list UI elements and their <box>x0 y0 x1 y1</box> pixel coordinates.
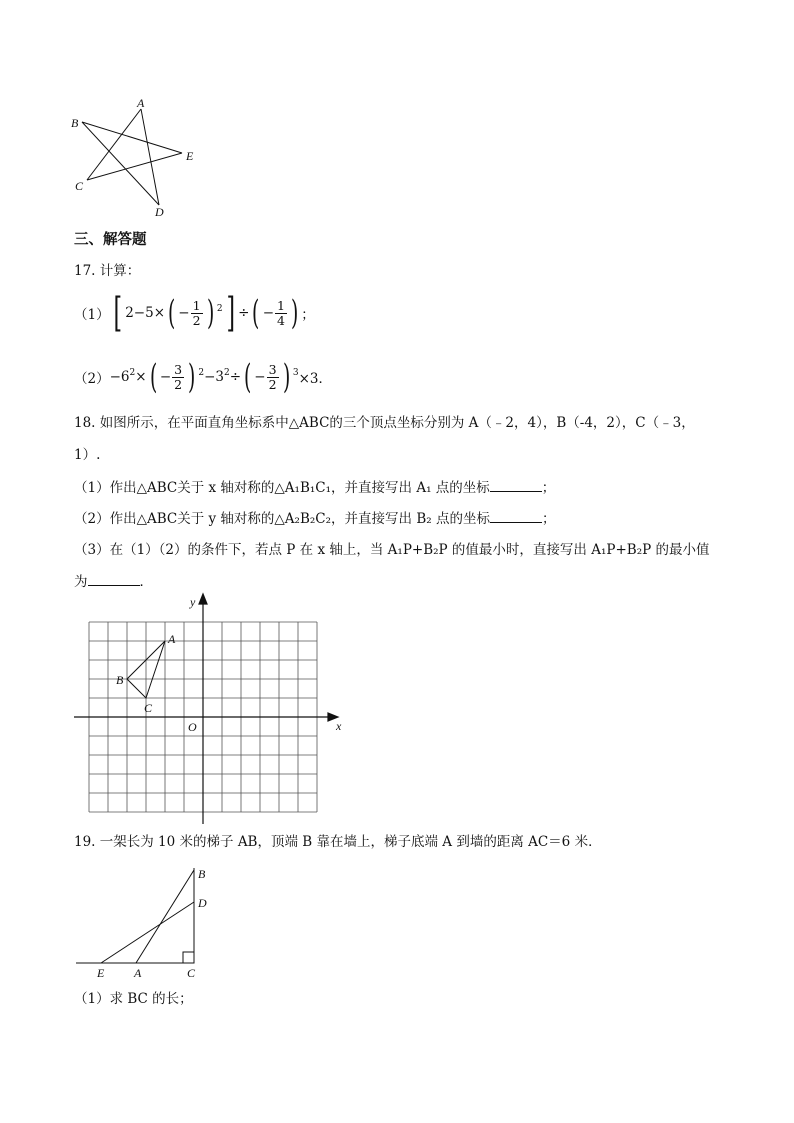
y-axis-arrow <box>199 594 207 604</box>
op: ÷ <box>238 305 250 321</box>
ladder-label-a: A <box>134 966 142 980</box>
star-figure <box>66 92 216 222</box>
answer-blank[interactable] <box>88 572 140 586</box>
star-line-ad <box>141 109 159 205</box>
num: ×3． <box>298 371 332 387</box>
q17-title: 17. 计算： <box>74 263 141 279</box>
q19-text: 19. 一架长为 10 米的梯子 AB，顶端 B 靠在墙上，梯子底端 A 到墙的距离 AC＝6 米． <box>74 834 602 850</box>
ladder-ab <box>136 870 194 963</box>
answer-blank[interactable] <box>490 478 542 492</box>
point-label-b: B <box>116 673 124 687</box>
right-bracket: ] <box>226 290 235 336</box>
op: − <box>254 369 266 385</box>
q18-part1-text: （1）作出△ABC关于 x 轴对称的△A₁B₁C₁，并直接写出 A₁ 点的坐标 <box>74 480 490 496</box>
punct: ； <box>541 480 556 496</box>
answer-blank[interactable] <box>490 509 542 523</box>
left-paren: ( <box>252 293 260 333</box>
left-paren: ( <box>244 357 252 397</box>
op: ÷ <box>229 369 242 385</box>
q18-line1: 18. 如图所示，在平面直角坐标系中△ABC的三个顶点坐标分别为 A（﹣2，4），B（-4，2），C（﹣3， <box>74 415 695 431</box>
star-label-b: B <box>71 116 79 130</box>
x-axis-label: x <box>336 719 342 733</box>
y-axis-label: y <box>190 595 196 609</box>
q19-part1: （1）求 BC 的长； <box>74 991 193 1007</box>
op: × <box>135 369 147 385</box>
star-label-d: D <box>155 205 164 219</box>
num: 5 <box>145 305 154 321</box>
right-paren: ) <box>290 293 299 333</box>
ladder-label-d: D <box>198 896 207 910</box>
punct: ； <box>301 307 315 323</box>
point-label-a: A <box>168 632 176 646</box>
q17-part1 <box>74 290 315 336</box>
ladder-figure <box>70 860 220 985</box>
star-label-c: C <box>75 179 84 193</box>
numerator: 3 <box>268 361 277 377</box>
fraction <box>191 299 203 328</box>
right-paren: ) <box>188 357 196 397</box>
star-line-ac <box>87 109 141 180</box>
exponent: 2 <box>216 304 223 314</box>
numerator: 1 <box>277 297 285 313</box>
exponent: 2 <box>129 368 136 378</box>
right-paren: ) <box>282 357 290 397</box>
op: − <box>133 305 146 321</box>
fraction <box>275 299 287 328</box>
op: − <box>178 305 190 321</box>
right-paren: ) <box>206 293 214 333</box>
denominator: 2 <box>268 376 277 392</box>
q18-part3: （3）在（1）（2）的条件下，若点 P 在 x 轴上，当 A₁P+B₂P 的值最小时，直接写出 A₁P+B₂P 的最小值 <box>74 542 710 558</box>
q18-part1 <box>74 478 555 497</box>
q17-part2 <box>74 354 332 400</box>
section-title: 三、解答题 <box>74 232 147 248</box>
ladder-label-b: B <box>198 867 206 881</box>
exponent: 2 <box>198 368 205 378</box>
right-angle-mark <box>183 952 194 963</box>
star-line-ce <box>87 153 182 180</box>
op: − <box>159 369 172 385</box>
fraction <box>267 363 279 392</box>
left-paren: ( <box>149 357 157 397</box>
denominator: 4 <box>277 312 285 328</box>
left-bracket: [ <box>113 290 122 336</box>
denominator: 2 <box>174 376 183 392</box>
exponent: 2 <box>223 368 230 378</box>
star-label-a: A <box>137 96 145 110</box>
coordinate-grid <box>70 590 360 830</box>
fraction <box>172 363 184 392</box>
q18-part2-text: （2）作出△ABC关于 y 轴对称的△A₂B₂C₂，并直接写出 B₂ 点的坐标 <box>74 511 490 527</box>
origin-label: O <box>188 720 197 734</box>
punct: ． <box>139 574 153 590</box>
numerator: 3 <box>174 361 183 377</box>
op: × <box>153 305 166 321</box>
q17-p1-label: （1） <box>74 307 110 323</box>
q18-part2 <box>74 509 555 528</box>
num: −3 <box>204 369 224 385</box>
q17-p2-label: （2） <box>74 371 110 387</box>
point-label-c: C <box>144 701 153 715</box>
ladder-label-e: E <box>97 966 105 980</box>
ladder-ed <box>101 902 194 963</box>
num: 2 <box>125 305 134 321</box>
op: − <box>262 305 275 321</box>
q18-part3-cont <box>74 572 153 591</box>
q18-part3-text: 为 <box>74 574 88 590</box>
num: −6 <box>109 369 130 385</box>
ladder-label-c: C <box>187 966 196 980</box>
punct: ； <box>541 511 556 527</box>
exponent: 3 <box>292 368 299 378</box>
left-paren: ( <box>168 293 176 333</box>
numerator: 1 <box>192 297 201 313</box>
q18-line2: 1）. <box>74 447 101 463</box>
star-label-e: E <box>186 149 194 163</box>
denominator: 2 <box>192 312 201 328</box>
